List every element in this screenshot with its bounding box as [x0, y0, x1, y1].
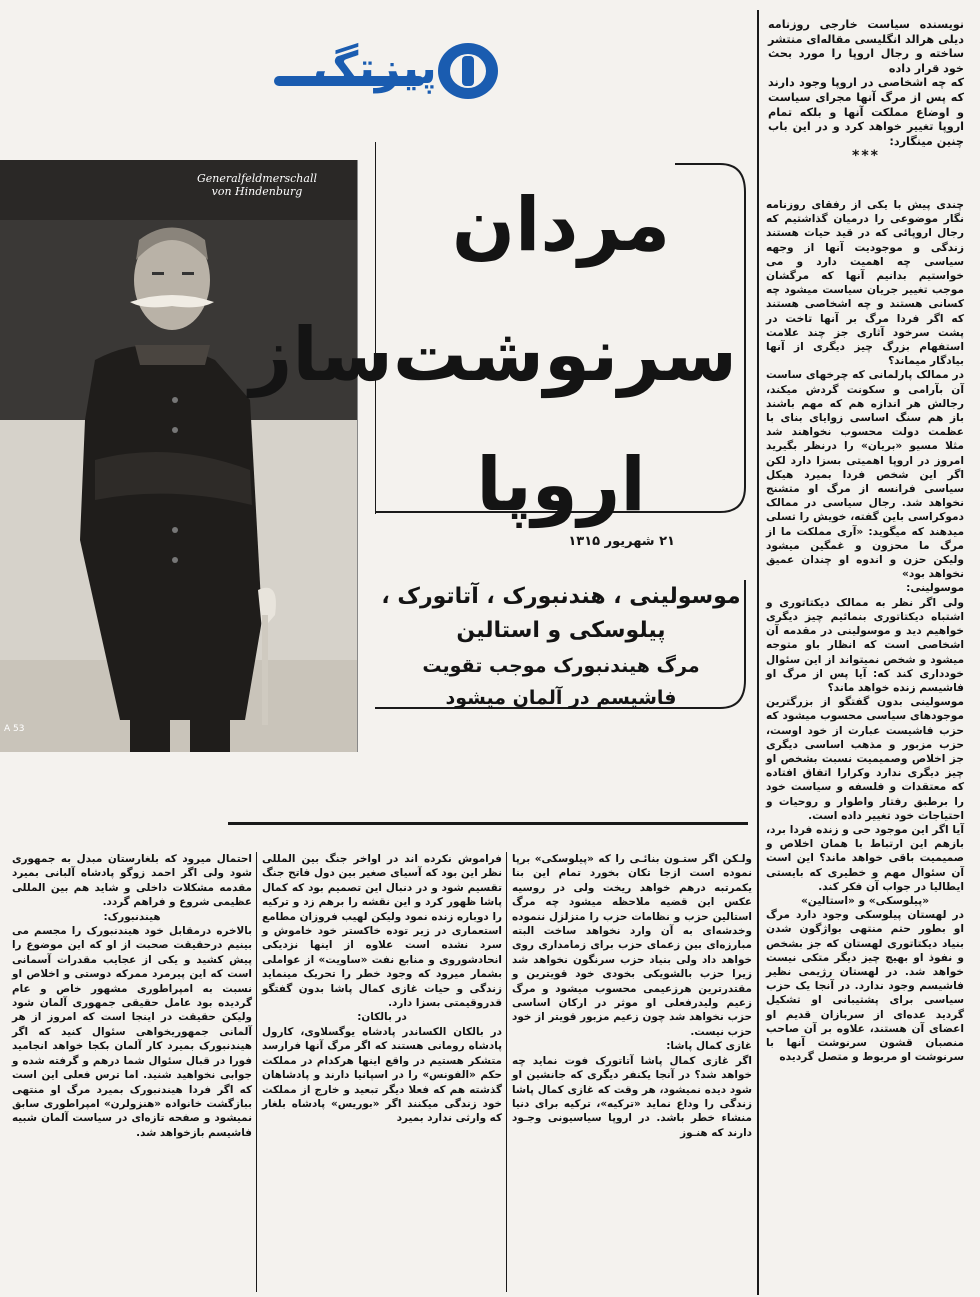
article-intro [768, 18, 964, 164]
subheading: در بالکان: [357, 1011, 407, 1024]
headline-line3: اروپا [476, 442, 646, 528]
publication-date: ۲۱ شهریور ۱۳۱۵ [568, 534, 675, 549]
paragraph: آیا اگر این موجود حی و زنده فردا برد، بازهم این ارتباط با همان اخلاص و صمیمیت باقی خواهد ماند؟ این است آن سئوال مهم و خطیری که بایستی ایطالیا در جواب آن فکر کند. [766, 823, 964, 893]
column-divider [757, 10, 759, 1295]
paragraph: چندی پیش با یکی از رفقای روزنامه نگار موضوعی را درمیان گذاشتیم که رجال اروپائی که در قید حیات هستند زندگی و موجودیت آنها از وجهه سیاسی چه اهمیت دارد و می خواستیم بدانیم آنها که مرگشان موجب تغییر جریان سیاست میشود چه کسانی هستند و چه اشخاصی هستند که اگر فردا مرگ بر آنها تاخت در پشت سرخود آثاری جز چند علامت استفهام بزرگ چیز دیگری از آنها بیادگار میماند؟ [766, 199, 964, 368]
horizontal-rule [228, 822, 748, 825]
photo-caption-line2: von Hindenburg [211, 185, 303, 198]
section-stars: *** [852, 148, 880, 165]
column-divider [256, 852, 257, 1292]
paragraph: احتمال میرود که بلغارستان مبدل به جمهوری شود ولی اگر احمد زوگو پادشاه آلبانی بمیرد مقدمه مشکلات داخلی و شاید هم بین المللی عظیمی شروع و فراهم گردد. [12, 853, 252, 909]
subheading: «پیلوسکی» و «استالین» [800, 894, 930, 907]
paragraph: اگر غازی کمال پاشا آتاتورک فوت نماید چه خواهد شد؟ در آنجا یکنفر دیگری که جانشین او شود دیده نمیشود، هر وقت که غازی کمال پاشا زندگی را وداع نماید «ترکیه»، ترکیه برای دنیا منشاء خطر باشد. در اروپا سیاسیونی وجـود دارند که هنـوز [512, 1054, 752, 1139]
hindenburg-photo [0, 160, 358, 752]
paragraph: ولـکن اگر ستـون بنائـی را که «پیلوسکی» برپا نموده است ازجا تکان بخورد تمام این بنا یکمرتبه درهم خواهد ریخت ولی در روسیه عکس این قضیه ملاحظه میشود چه مرگ استالین حزب و نظامات حزب را متزلزل ننموده وخدشه‌ای به آن وارد نخواهد ساخت البته مبارزه‌ای بین زعمای حزب برای زمامداری روی خواهد داد ولی بنیاد حزب سرنگون نخواهد شد زیرا حزب بالشویکی بخودی خود قویترین و مقتدرترین هرزعیمی محسوب میشود و مرگ زعیم ولیدرفعلی او موثر در ارکان اساسی حزب نخواهد شد چون زعیم مزبور قویتر از خود حزب نیست. [512, 853, 752, 1038]
column-divider [506, 852, 507, 1292]
logo-text: پیزتگ [313, 43, 437, 94]
subheading: هیندنبورک: [103, 910, 161, 923]
bottom-column-2 [262, 852, 502, 1126]
subheadline-hindenburg [375, 650, 747, 714]
paragraph: در لهستان پیلوسکی وجود دارد مرگ او بطور حتم منتهی بواژگون شدن بنیاد دیکتاتوری لهستان که جز بشخص و نفوذ او بهیچ چیز دیگر متکی نیست خواهد شد. در لهستان رژیمی نظیر فاشیسم وجود ندارد. در آنجا یک حزب سیاسی برای پشتیبانی او تشکیل گردید عده‌ای از سربازان قدیم او اعضای آن هستند، علاوه بر آن صاحب منصبان قشون سرنوشت آنها با سرنوشت او مربوط و متصل گردیده [766, 909, 964, 1064]
headline-line1: مردان [451, 182, 671, 268]
paragraph: ولی اگر نظر به ممالک دیکتاتوری و اشتباه دیکتاتوری بنمائیم چیز دیگری خواهیم دید و موسولینی در مقدمه آن اشخاصی است که انظار باو متوجه میشود و شخص نمیتواند از این سئوال خودداری کند که: آیا پس از مرگ او فاشیسم زنده خواهد ماند؟ [766, 596, 964, 694]
photo-caption-line1: Generalfeldmerschall [196, 172, 317, 185]
photo-caption [197, 172, 317, 198]
intro-paragraph-2: که چه اشخاصی در اروپا وجود دارند که پس از مرگ آنها مجرای سیاست و اوضاع مملکت آنها و بلکه تمام اروپا تغییر خواهد کرد و در این باب چنین مینگارد: [768, 76, 964, 148]
subheadline-names [375, 580, 747, 648]
right-column [766, 198, 964, 1064]
portrait-illustration-icon [0, 160, 358, 752]
headline-line2: سرنوشت‌ساز [249, 312, 737, 398]
subheading: غازی کمال پاشا: [666, 1040, 752, 1053]
subheadline-line3: مرگ هیندنبورک موجب تقویت [422, 655, 700, 677]
paragraph: فراموش نکرده اند در اواخر جنگ بین المللی نظر این بود که آسیای صغیر بین دول فاتح جنگ تقسیم شود و در دنبال این تصمیم بود که کمال پاشا ظهور کرد و این نقشه را برهم زد و ترکیه را دوباره زنده نمود ولیکن لهیب فروزان مطامع استعماری در زیر توده خاکستر خود خاموش و سرد نشده است علاوه از اینها نزدیکی انحادشوروی و منابع نفت «ساویت» از عواملی بشمار میرود که وجود خطر را تحریک مینماید زندگی و حیات غازی کمال پاشا بدون گفتگو قدروقیمتی بسزا دارد. [262, 853, 502, 1010]
paragraph: در بالکان الکساندر پادشاه یوگسلاوی، کارول پادشاه رومانی هستند که اگر مرگ آنها فرارسد متشکر هستیم در واقع اینها هرکدام در مملکت حکم «الفونس» را در اسپانیا دارند و پادشاهان گذشته هم که فعلا دیگر تبعید و خارج از مملکت خود زندگی میکنند اگر «بوریس» پادشاه بلغار که وارثی ندارد بمیرد [262, 1025, 502, 1125]
subheading: موسولینی: [906, 582, 964, 595]
subheadline-line1: موسولینی ، هندنبورک ، آتاتورک ، [381, 584, 741, 609]
paragraph: موسولینی بدون گفتگو از بزرگترین موجودهای سیاسی محسوب میشود که حزب فاشیست عبارت از خود اوست، حزب مزبور و مذهب اساسی دیگری جز اخلاص وصمیمیت نسبت بشخص او چیز دیگری ندارد وکرارا اتفاق افتاده که معتقدات و فلسفه و سیاست خود را برطبق رفتار واطوار و روحیات و احتیاجات خود تغییر داده است. [766, 696, 964, 822]
paragraph: در ممالک پارلمانی که چرخهای ساست آن بآرامی و سکونت گردش میکند، رجالش هر اندازه هم که مهم باشند باز هم سنگ اساسی زوایای بنای با عظمت دولت محسوب نخواهند شد مثلا مسیو «بریان» را درنظر بگیرید امروز در اروپا اهمیتی بسزا دارد لکن اگر این شخص فردا بمیرد هیکل سیاسی فرانسه از مرگ او متشنج نخواهد شد. رجال سیاسی در ممالک دموکراسی باین گفته، خویش را تسلی میدهند که میگوید: «آری مملکت ما از مرگ ما محزون و غمگین میشود ولیکن حزن و اندوه او چندان عمیق نخواهد بود» [766, 369, 964, 581]
photo-corner-label: A 53 [4, 724, 25, 734]
bottom-column-3 [12, 852, 252, 1140]
bottom-column-1 [512, 852, 752, 1140]
intro-paragraph-1: نویسنده سیاست خارجی روزنامه دیلی هرالد انگلیسی مقاله‌ای منتشر ساخته و رجال اروپا را مورد بحث خود قرار داده [768, 18, 964, 75]
subheadline-line4: فاشیسم در آلمان میشود [445, 687, 677, 709]
subheadline-line2: پیلوسکی و استالین [456, 618, 666, 643]
paragraph: بالاخره درمقابل خود هیندنبورک را مجسم می بینیم درحقیقت صحبت از او که این موضوع را پیش کشید و یکی از عجایب مقدرات آسمانی است که این پیرمرد ممرکه دوستی و اخلاص او نسبت به امپراطوری مشهور خاص و عام گردیده بود عامل حقیقی جمهوری آلمان شود ولیکن حقیقت در اینجا است که امروز از هر آلمانی جمهوریخواهی سئوال کنید که اگر هیندنبورک بمیرد کار آلمان بکجا خواهد انجامید فورا در قبال سئوال شما درهم و گرفته شده و جوابی نخواهید شنید. اما ترس فعلی این است که اگر فردا هیندنبورک بمیرد مرگ او منتهی ببازگشت خانواده «هنزولرن» امپراطوری سابق نمیشود و صفحه تازه‌ای در سیاست آلمان شبیه فاشیسم بازخواهد شد. [12, 925, 252, 1139]
